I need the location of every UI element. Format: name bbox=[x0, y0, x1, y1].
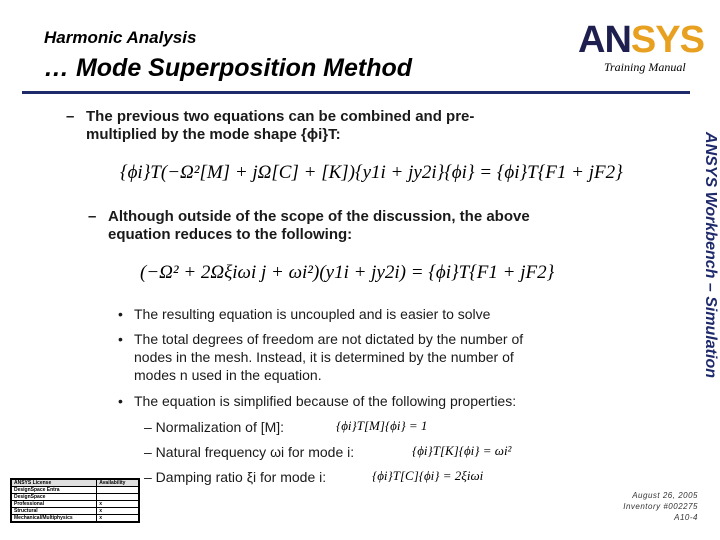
license-cell bbox=[97, 494, 139, 501]
footer-info bbox=[623, 490, 698, 523]
bullet-dash: – bbox=[88, 208, 97, 225]
ansys-logo bbox=[578, 20, 706, 60]
license-cell: Professional bbox=[12, 501, 97, 508]
footer-inventory: Inventory #002275 bbox=[623, 502, 698, 511]
license-row bbox=[12, 487, 139, 494]
bullet-dot: • bbox=[118, 331, 123, 347]
logo-text-an: AN bbox=[578, 19, 631, 61]
logo-text-sys: SYS bbox=[630, 19, 704, 61]
footer-date: August 26, 2005 bbox=[632, 491, 698, 500]
point-text: The equation is simplified because of the following properties: bbox=[134, 393, 517, 409]
equation-reduced: (−Ω² + 2Ωξiωi j + ωi²)(y1i + jy2i) = {ϕi}T{F1 + jF2} bbox=[140, 262, 555, 283]
license-header-row bbox=[12, 480, 139, 487]
license-row bbox=[12, 501, 139, 508]
license-cell: DesignSpace bbox=[12, 494, 97, 501]
bullet-dot: • bbox=[118, 306, 123, 322]
bullet-text-line: The previous two equations can be combined and pre- bbox=[86, 108, 475, 125]
license-row bbox=[12, 515, 139, 522]
header-title: Harmonic Analysis bbox=[44, 28, 197, 47]
bullet-dot: • bbox=[118, 393, 123, 409]
property-natural-frequency: – Natural frequency ωi for mode i: bbox=[144, 444, 355, 460]
license-cell: x bbox=[97, 508, 139, 515]
footer-page-number: A10-4 bbox=[674, 513, 698, 522]
license-table bbox=[10, 478, 140, 523]
point-text-line: modes n used in the equation. bbox=[134, 367, 322, 383]
point-text: The resulting equation is uncoupled and is easier to solve bbox=[134, 306, 491, 322]
equation-combined: {ϕi}T(−Ω²[M] + jΩ[C] + [K]){y1i + jy2i}{ϕi} = {ϕi}T{F1 + jF2} bbox=[120, 162, 623, 183]
bullet-text-line: equation reduces to the following: bbox=[108, 226, 353, 243]
license-header-cell: ANSYS License bbox=[12, 480, 97, 487]
bullet-dash: – bbox=[66, 108, 75, 125]
license-cell: x bbox=[97, 501, 139, 508]
point-text-line: The total degrees of freedom are not dictated by the number of bbox=[134, 331, 524, 347]
license-cell: DesignSpace Entra bbox=[12, 487, 97, 494]
license-cell: x bbox=[97, 515, 139, 522]
point-text-line: nodes in the mesh. Instead, it is determined by the number of bbox=[134, 349, 514, 365]
property-normalization: – Normalization of [M]: bbox=[144, 419, 285, 435]
side-title bbox=[700, 100, 720, 410]
license-cell bbox=[97, 487, 139, 494]
equation-damping-ratio: {ϕi}T[C]{ϕi} = 2ξiωi bbox=[372, 468, 484, 483]
property-damping-ratio: – Damping ratio ξi for mode i: bbox=[144, 469, 327, 485]
license-cell: Structural bbox=[12, 508, 97, 515]
license-cell: Mechanical/Multiphysics bbox=[12, 515, 97, 522]
bullet-text-line: Although outside of the scope of the discussion, the above bbox=[108, 208, 530, 225]
equation-natural-frequency: {ϕi}T[K]{ϕi} = ωi² bbox=[412, 443, 512, 458]
bullet-text-line: multiplied by the mode shape {ϕi}T: bbox=[86, 126, 341, 143]
license-row bbox=[12, 508, 139, 515]
header-divider bbox=[22, 91, 690, 94]
header-subtitle: … Mode Superposition Method bbox=[44, 54, 413, 82]
license-row bbox=[12, 494, 139, 501]
license-header-cell: Availability bbox=[97, 480, 139, 487]
equation-normalization: {ϕi}T[M]{ϕi} = 1 bbox=[336, 418, 428, 433]
training-manual-label: Training Manual bbox=[604, 60, 686, 74]
side-title-text: ANSYS Workbench – Simulation bbox=[702, 132, 719, 378]
